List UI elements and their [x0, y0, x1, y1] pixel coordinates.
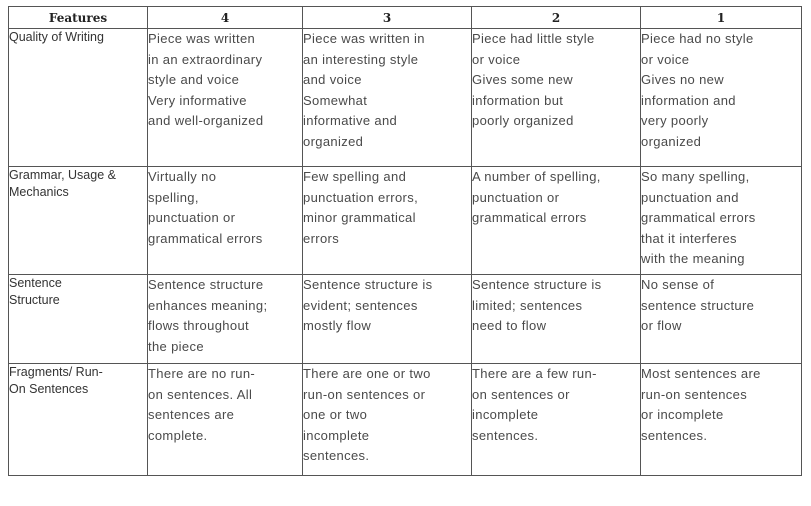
table-row — [9, 364, 802, 476]
cell-score-2: A number of spelling, punctuation or grammatical errors — [472, 167, 641, 275]
cell-score-3: Piece was written in an interesting style and voice Somewhat informative and organized — [303, 29, 472, 167]
table-row — [9, 275, 802, 364]
feature-label: Quality of Writing — [9, 29, 148, 167]
cell-score-3: Sentence structure is evident; sentences mostly flow — [303, 275, 472, 364]
feature-label: Fragments/ Run- On Sentences — [9, 364, 148, 476]
header-row — [9, 7, 802, 29]
cell-score-4: Sentence structure enhances meaning; flows throughout the piece — [148, 275, 303, 364]
cell-score-3: Few spelling and punctuation errors, minor grammatical errors — [303, 167, 472, 275]
feature-label: Grammar, Usage & Mechanics — [9, 167, 148, 275]
cell-score-4: There are no run- on sentences. All sentences are complete. — [148, 364, 303, 476]
feature-label: Sentence Structure — [9, 275, 148, 364]
rubric-table — [8, 6, 802, 476]
cell-score-2: Piece had little style or voice Gives some new information but poorly organized — [472, 29, 641, 167]
cell-score-1: Piece had no style or voice Gives no new information and very poorly organized — [641, 29, 802, 167]
header-score-1: 1 — [641, 7, 802, 29]
table-row — [9, 29, 802, 167]
table-row — [9, 167, 802, 275]
cell-score-2: Sentence structure is limited; sentences need to flow — [472, 275, 641, 364]
cell-score-1: Most sentences are run-on sentences or incomplete sentences. — [641, 364, 802, 476]
cell-score-4: Virtually no spelling, punctuation or grammatical errors — [148, 167, 303, 275]
cell-score-1: So many spelling, punctuation and grammatical errors that it interferes with the meaning — [641, 167, 802, 275]
cell-score-2: There are a few run- on sentences or incomplete sentences. — [472, 364, 641, 476]
cell-score-3: There are one or two run-on sentences or one or two incomplete sentences. — [303, 364, 472, 476]
header-score-2: 2 — [472, 7, 641, 29]
header-score-3: 3 — [303, 7, 472, 29]
header-score-4: 4 — [148, 7, 303, 29]
cell-score-4: Piece was written in an extraordinary style and voice Very informative and well-organized — [148, 29, 303, 167]
header-features: Features — [9, 7, 148, 29]
cell-score-1: No sense of sentence structure or flow — [641, 275, 802, 364]
